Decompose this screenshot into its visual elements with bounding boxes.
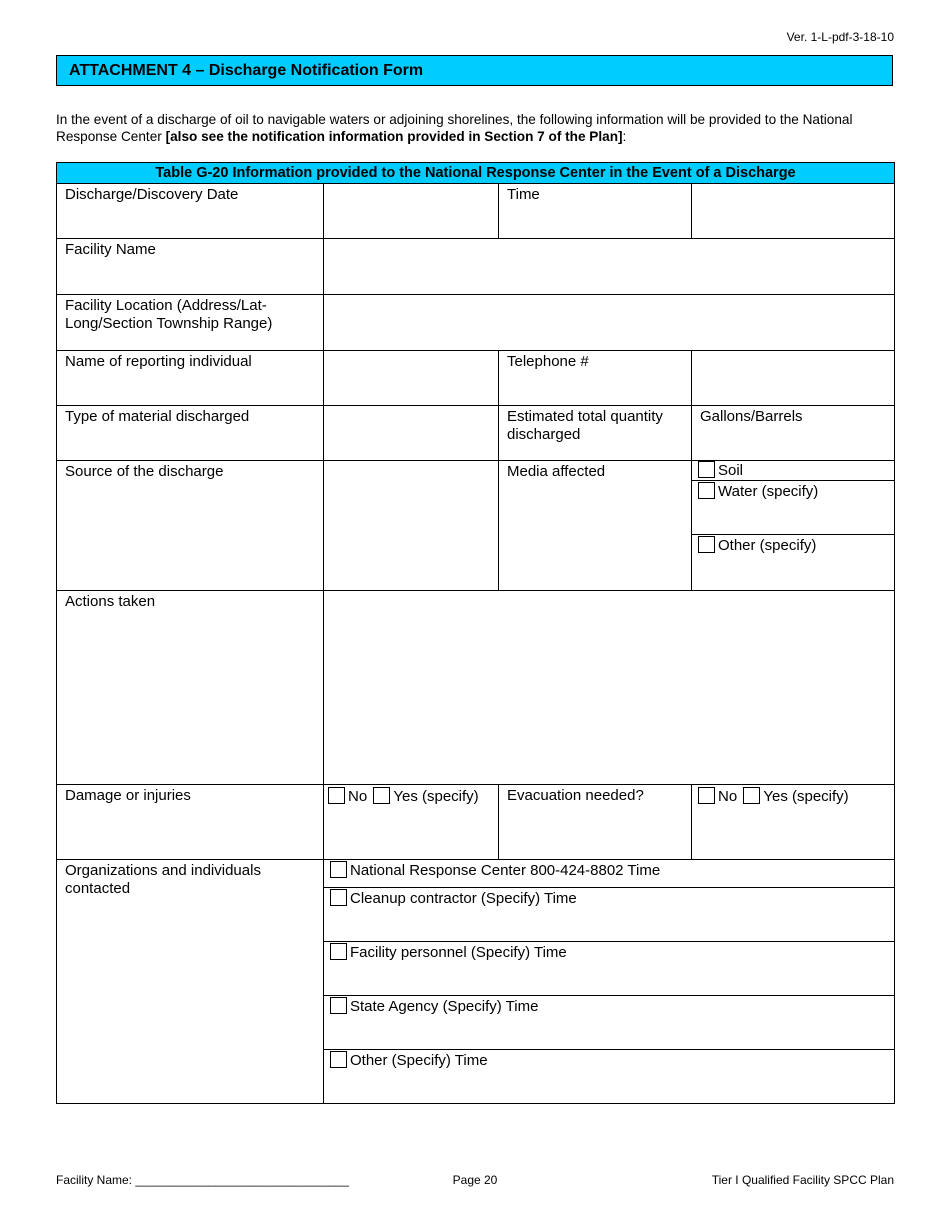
material-type-field[interactable] <box>324 406 499 461</box>
table-title: Table G-20 Information provided to the National Response Center in the Event of a Discharge <box>57 163 895 184</box>
intro-bold-reference: [also see the notification information provided in Section 7 of the Plan] <box>165 129 623 144</box>
media-option-water[interactable] <box>692 481 894 535</box>
intro-paragraph <box>56 111 896 145</box>
telephone-field[interactable] <box>692 351 895 406</box>
evacuation-no-checkbox[interactable] <box>698 787 715 804</box>
discharge-notification-table <box>56 162 894 1104</box>
media-option-soil[interactable] <box>692 461 894 481</box>
actions-taken-field[interactable] <box>324 591 895 785</box>
contact-personnel-label: Facility personnel (Specify) Time <box>350 944 567 961</box>
reporter-name-field[interactable] <box>324 351 499 406</box>
contact-personnel-checkbox[interactable] <box>330 943 347 960</box>
facility-name-label: Facility Name <box>57 239 324 295</box>
estimated-quantity-label: Estimated total quantity discharged <box>499 406 692 461</box>
evacuation-yes-checkbox[interactable] <box>743 787 760 804</box>
orgs-contacted-label: Organizations and individuals contacted <box>57 860 324 1104</box>
damage-options <box>324 785 499 860</box>
footer-plan-title: Tier I Qualified Facility SPCC Plan <box>711 1173 894 1187</box>
contact-cleanup-label: Cleanup contractor (Specify) Time <box>350 890 577 907</box>
other-media-checkbox[interactable] <box>698 536 715 553</box>
damage-label: Damage or injuries <box>57 785 324 860</box>
gallons-barrels-label: Gallons/Barrels <box>700 408 803 425</box>
version-label: Ver. 1-L-pdf-3-18-10 <box>786 30 894 44</box>
contact-facility-personnel[interactable] <box>324 942 894 996</box>
water-checkbox[interactable] <box>698 482 715 499</box>
evacuation-label: Evacuation needed? <box>499 785 692 860</box>
discharge-date-field[interactable] <box>324 184 499 239</box>
discharge-date-label: Discharge/Discovery Date <box>57 184 324 239</box>
facility-location-field[interactable] <box>324 295 895 351</box>
evacuation-no-label: No <box>718 788 738 805</box>
contact-state-checkbox[interactable] <box>330 997 347 1014</box>
soil-checkbox[interactable] <box>698 461 715 478</box>
intro-text: In the event of a discharge of oil to navigable waters or adjoining shorelines, the following information will be provided to the National Response Center <box>56 112 853 144</box>
media-affected-label: Media affected <box>499 461 692 591</box>
contact-state-agency[interactable] <box>324 996 894 1050</box>
intro-end: : <box>622 129 627 144</box>
other-media-label: Other (specify) <box>718 537 817 554</box>
facility-location-label: Facility Location (Address/Lat-Long/Section Township Range) <box>57 295 324 351</box>
contact-cleanup-checkbox[interactable] <box>330 889 347 906</box>
gallons-barrels-field[interactable] <box>692 406 895 461</box>
contact-nrc[interactable] <box>324 860 894 888</box>
attachment-title: ATTACHMENT 4 – Discharge Notification Form <box>56 55 893 86</box>
source-label: Source of the discharge <box>57 461 324 591</box>
evacuation-options <box>692 785 895 860</box>
damage-no-checkbox[interactable] <box>328 787 345 804</box>
source-field[interactable] <box>324 461 499 591</box>
media-option-other[interactable] <box>692 535 894 589</box>
contact-nrc-label: National Response Center 800-424-8802 Time <box>350 862 661 879</box>
footer-facility-name: Facility Name: ________________________________ <box>56 1173 349 1187</box>
evacuation-yes-label: Yes (specify) <box>763 788 849 805</box>
material-type-label: Type of material discharged <box>57 406 324 461</box>
footer-page-number: Page 20 <box>452 1173 498 1187</box>
contact-cleanup-contractor[interactable] <box>324 888 894 942</box>
telephone-label: Telephone # <box>499 351 692 406</box>
time-field[interactable] <box>692 184 895 239</box>
time-label: Time <box>499 184 692 239</box>
soil-label: Soil <box>718 462 744 479</box>
reporter-name-label: Name of reporting individual <box>57 351 324 406</box>
contact-other-checkbox[interactable] <box>330 1051 347 1068</box>
contacts-list <box>324 860 895 1104</box>
contact-other[interactable] <box>324 1050 894 1103</box>
damage-yes-checkbox[interactable] <box>373 787 390 804</box>
contact-nrc-checkbox[interactable] <box>330 861 347 878</box>
facility-name-field[interactable] <box>324 239 895 295</box>
damage-no-label: No <box>348 788 368 805</box>
contact-other-label: Other (Specify) Time <box>350 1052 488 1069</box>
damage-yes-label: Yes (specify) <box>393 788 479 805</box>
water-label: Water (specify) <box>718 483 819 500</box>
media-options <box>692 461 895 591</box>
actions-taken-label: Actions taken <box>57 591 324 785</box>
contact-state-label: State Agency (Specify) Time <box>350 998 539 1015</box>
